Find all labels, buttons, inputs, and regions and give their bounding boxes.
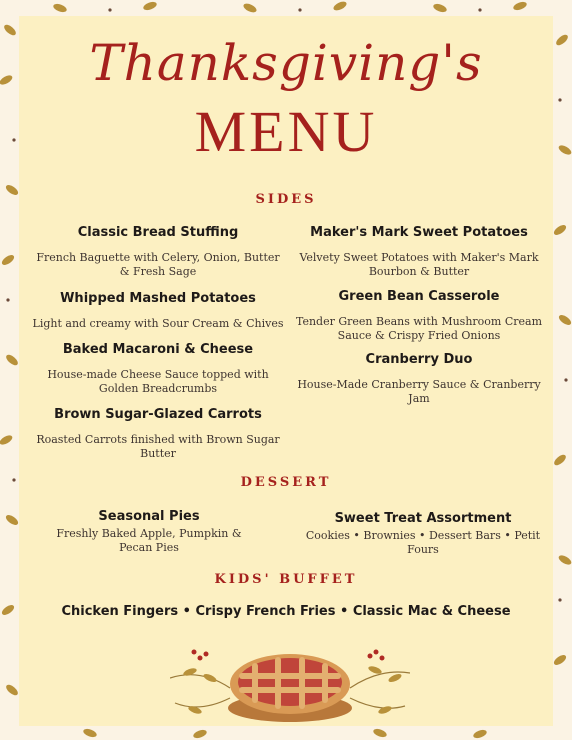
section-heading-sides: SIDES [255, 192, 317, 207]
item-name: Classic Bread Stuffing [77, 225, 239, 240]
item-description: House-made Cheese Sauce topped with Golden Breadcrumbs [47, 368, 269, 395]
item-description: House-Made Cranberry Sauce & Cranberry Jam [297, 378, 541, 405]
title-script: Thanksgiving's [89, 34, 483, 92]
list-item [294, 289, 544, 343]
item-description: Light and creamy with Sour Cream & Chives [32, 317, 284, 330]
list-item [30, 342, 286, 396]
pie-illustration [170, 628, 410, 728]
item-name: Brown Sugar-Glazed Carrots [54, 407, 262, 422]
item-description: Tender Green Beans with Mushroom Cream Sauce & Crispy Fried Onions [295, 315, 543, 342]
item-name: Baked Macaroni & Cheese [62, 342, 254, 357]
list-item [294, 352, 544, 406]
item-description: Cookies • Brownies • Dessert Bars • Petit Fours [305, 529, 541, 556]
item-name: Cranberry Duo [365, 352, 473, 367]
item-name: Sweet Treat Assortment [334, 511, 512, 526]
item-description: Velvety Sweet Potatoes with Maker's Mark Bourbon & Butter [299, 251, 539, 278]
list-item [44, 509, 254, 555]
item-name: Green Bean Casserole [338, 289, 500, 304]
item-name: Whipped Mashed Potatoes [60, 291, 256, 306]
section-heading-dessert: DESSERT [240, 475, 332, 490]
page-title: MENU [194, 99, 378, 164]
item-description: Roasted Carrots finished with Brown Sugar Butter [36, 433, 280, 460]
section-heading-kids-buffet: KIDS' BUFFET [214, 572, 358, 587]
list-item [300, 511, 546, 557]
item-description: French Baguette with Celery, Onion, Butter & Fresh Sage [36, 251, 280, 278]
kids-buffet-items: Chicken Fingers • Crispy French Fries • Classic Mac & Cheese [61, 604, 511, 619]
item-name: Seasonal Pies [98, 509, 200, 524]
item-name: Maker's Mark Sweet Potatoes [310, 225, 528, 240]
list-item [294, 225, 544, 279]
item-description: Freshly Baked Apple, Pumpkin & Pecan Pies [56, 527, 242, 554]
list-item [30, 225, 286, 279]
list-item [30, 291, 286, 331]
list-item [30, 407, 286, 461]
